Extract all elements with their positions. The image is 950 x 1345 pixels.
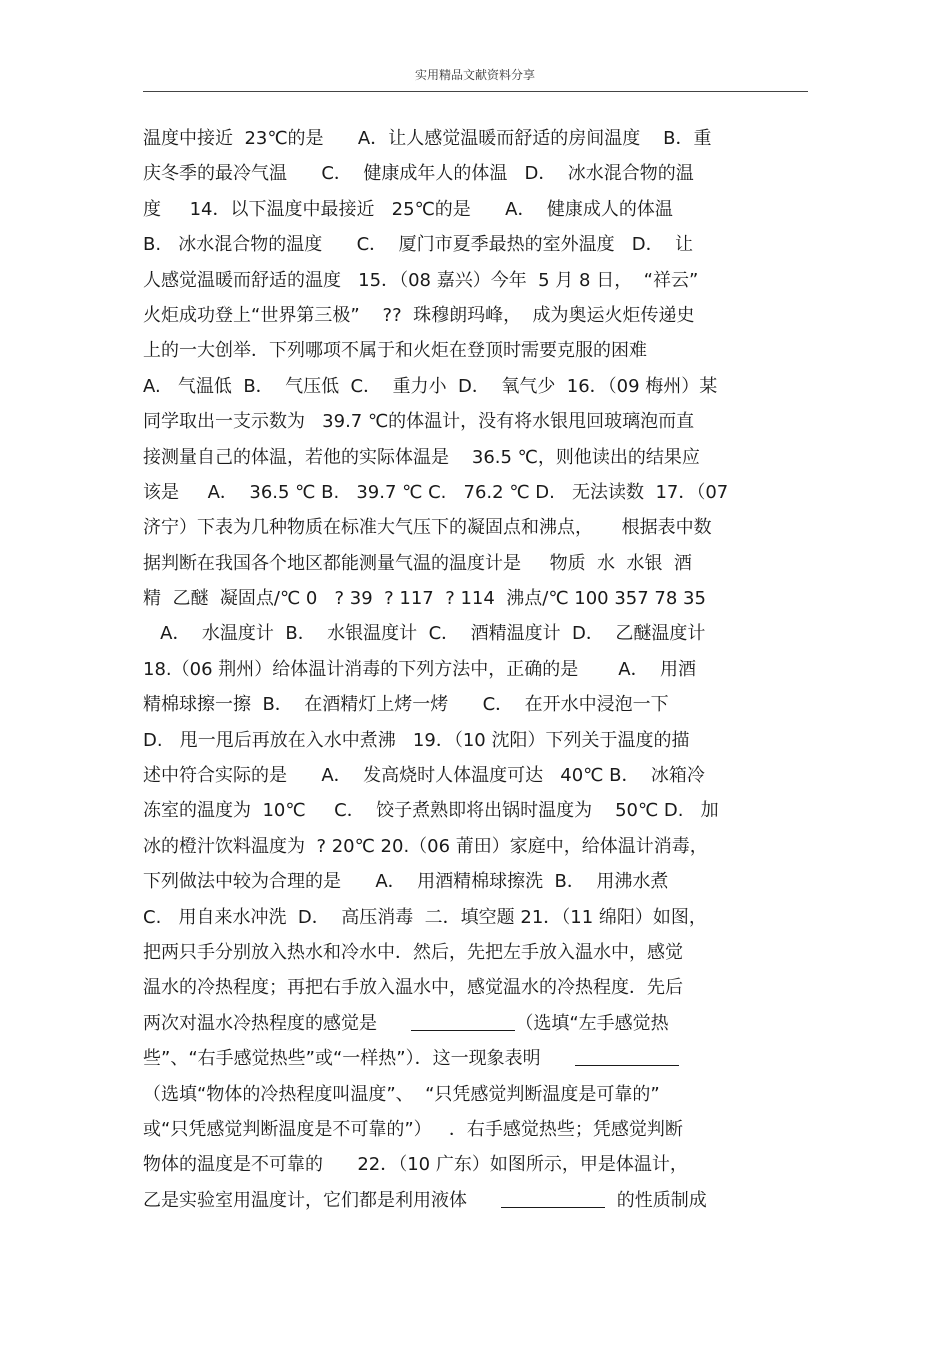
text-line [143, 1006, 823, 1041]
text-line [143, 298, 823, 333]
text-line [143, 829, 823, 864]
text-run: A. 气温低 B． 气压低 C． 重力小 D． 氧气少 16．（09 梅州）某 [143, 375, 718, 397]
text-line [143, 1041, 823, 1076]
text-line [143, 687, 823, 722]
text-line [143, 1183, 823, 1218]
text-run: C. 用自来水冲洗 D． 高压消毒 二．填空题 21．（11 绵阳）如图， [143, 906, 707, 928]
text-line [143, 510, 823, 545]
header-divider [143, 91, 808, 92]
text-line [143, 404, 823, 439]
text-line [143, 652, 823, 687]
text-line [143, 263, 823, 298]
text-run: 度 14．以下温度中最接近 25℃的是 A． 健康成人的体温 [143, 198, 673, 220]
text-run: 精 乙醚 凝固点/℃ 0 ? 39 ? 117 ? 114 沸点/℃ 100 357 78 35 [143, 588, 706, 610]
text-run: 18.（06 荆州）给体温计消毒的下列方法中，正确的是 A． 用酒 [143, 658, 697, 680]
text-run: 的性质制成 [605, 1189, 707, 1211]
text-run: 上的一大创举．下列哪项不属于和火炬在登顶时需要克服的困难 [143, 340, 647, 362]
text-run: 人感觉温暖而舒适的温度 15．（08 嘉兴）今年 5 月 8 日， “祥云” [143, 269, 699, 291]
text-line [143, 935, 823, 970]
text-run: （选填“左手感觉热 [515, 1012, 669, 1034]
text-run: 把两只手分别放入热水和冷水中．然后，先把左手放入温水中，感觉 [143, 941, 683, 963]
text-run: 接测量自己的体温，若他的实际体温是 36.5 ℃，则他读出的结果应 [143, 446, 700, 468]
text-run: 物体的温度是不可靠的 22．（10 广东）如图所示，甲是体温计， [143, 1154, 688, 1176]
text-line [143, 1147, 823, 1182]
text-run: 同学取出一支示数为 39.7 ℃的体温计，没有将水银甩回玻璃泡而直 [143, 411, 695, 433]
text-line [143, 900, 823, 935]
answer-blank[interactable] [411, 1010, 515, 1031]
text-line [143, 475, 823, 510]
text-run: B. 冰水混合物的温度 C． 厦门市夏季最热的室外温度 D． 让 [143, 234, 694, 256]
text-run: 或“只凭感觉判断温度是不可靠的”） ．右手感觉热些；凭感觉判断 [143, 1118, 683, 1140]
text-line [143, 723, 823, 758]
text-run: （选填“物体的冷热程度叫温度”、 “只凭感觉判断温度是可靠的” [143, 1083, 660, 1105]
text-run: 述中符合实际的是 A． 发高烧时人体温度可达 40℃ B． 冰箱冷 [143, 765, 705, 787]
text-line [143, 616, 823, 651]
text-line [143, 227, 823, 262]
text-line [143, 333, 823, 368]
document-body [143, 121, 823, 1218]
text-line [143, 581, 823, 616]
text-run: 温水的冷热程度；再把右手放入温水中，感觉温水的冷热程度．先后 [143, 977, 683, 999]
text-line [143, 793, 823, 828]
text-run: 冰的橙汁饮料温度为 ? 20℃ 20.（06 莆田）家庭中，给体温计消毒， [143, 835, 708, 857]
text-run: 该是 A． 36.5 ℃ B. 39.7 ℃ C. 76.2 ℃ D. 无法读数 17．（07 [143, 481, 729, 503]
text-run: 庆冬季的最冷气温 C． 健康成年人的体温 D． 冰水混合物的温 [143, 163, 694, 185]
page-header: 实用精品文献资料分享 [414, 68, 535, 82]
text-line [143, 156, 823, 191]
text-run: 精棉球擦一擦 B． 在酒精灯上烤一烤 C． 在开水中浸泡一下 [143, 694, 669, 716]
text-run: 济宁）下表为几种物质在标准大气压下的凝固点和沸点， 根据表中数 [143, 517, 712, 539]
text-line [143, 440, 823, 475]
text-run: 些”、“右手感觉热些”或“一样热”）．这一现象表明 [143, 1048, 575, 1070]
text-run: 两次对温水冷热程度的感觉是 [143, 1012, 412, 1034]
text-run: 据判断在我国各个地区都能测量气温的温度计是 物质 水 水银 酒 [143, 552, 692, 574]
text-line [143, 970, 823, 1005]
text-run: A． 水温度计 B． 水银温度计 C． 酒精温度计 D． 乙醚温度计 [143, 623, 706, 645]
text-run: 乙是实验室用温度计，它们都是利用液体 [143, 1189, 502, 1211]
text-run: 冻室的温度为 10℃ C． 饺子煮熟即将出锅时温度为 50℃ D. 加 [143, 800, 719, 822]
text-run: 火炬成功登上“世界第三极” ?? 珠穆朗玛峰， 成为奥运火炬传递史 [143, 304, 695, 326]
text-run: D. 甩一甩后再放在入水中煮沸 19．（10 沈阳）下列关于温度的描 [143, 729, 690, 751]
text-line [143, 758, 823, 793]
text-line [143, 121, 823, 156]
text-line [143, 864, 823, 899]
text-run: 温度中接近 23℃的是 A．让人感觉温暖而舒适的房间温度 B．重 [143, 128, 712, 149]
answer-blank[interactable] [501, 1187, 605, 1208]
text-line [143, 1112, 823, 1147]
text-line [143, 369, 823, 404]
text-line [143, 546, 823, 581]
text-line [143, 192, 823, 227]
answer-blank[interactable] [575, 1045, 679, 1066]
text-run: 下列做法中较为合理的是 A． 用酒精棉球擦洗 B． 用沸水煮 [143, 871, 669, 893]
text-line [143, 1077, 823, 1112]
